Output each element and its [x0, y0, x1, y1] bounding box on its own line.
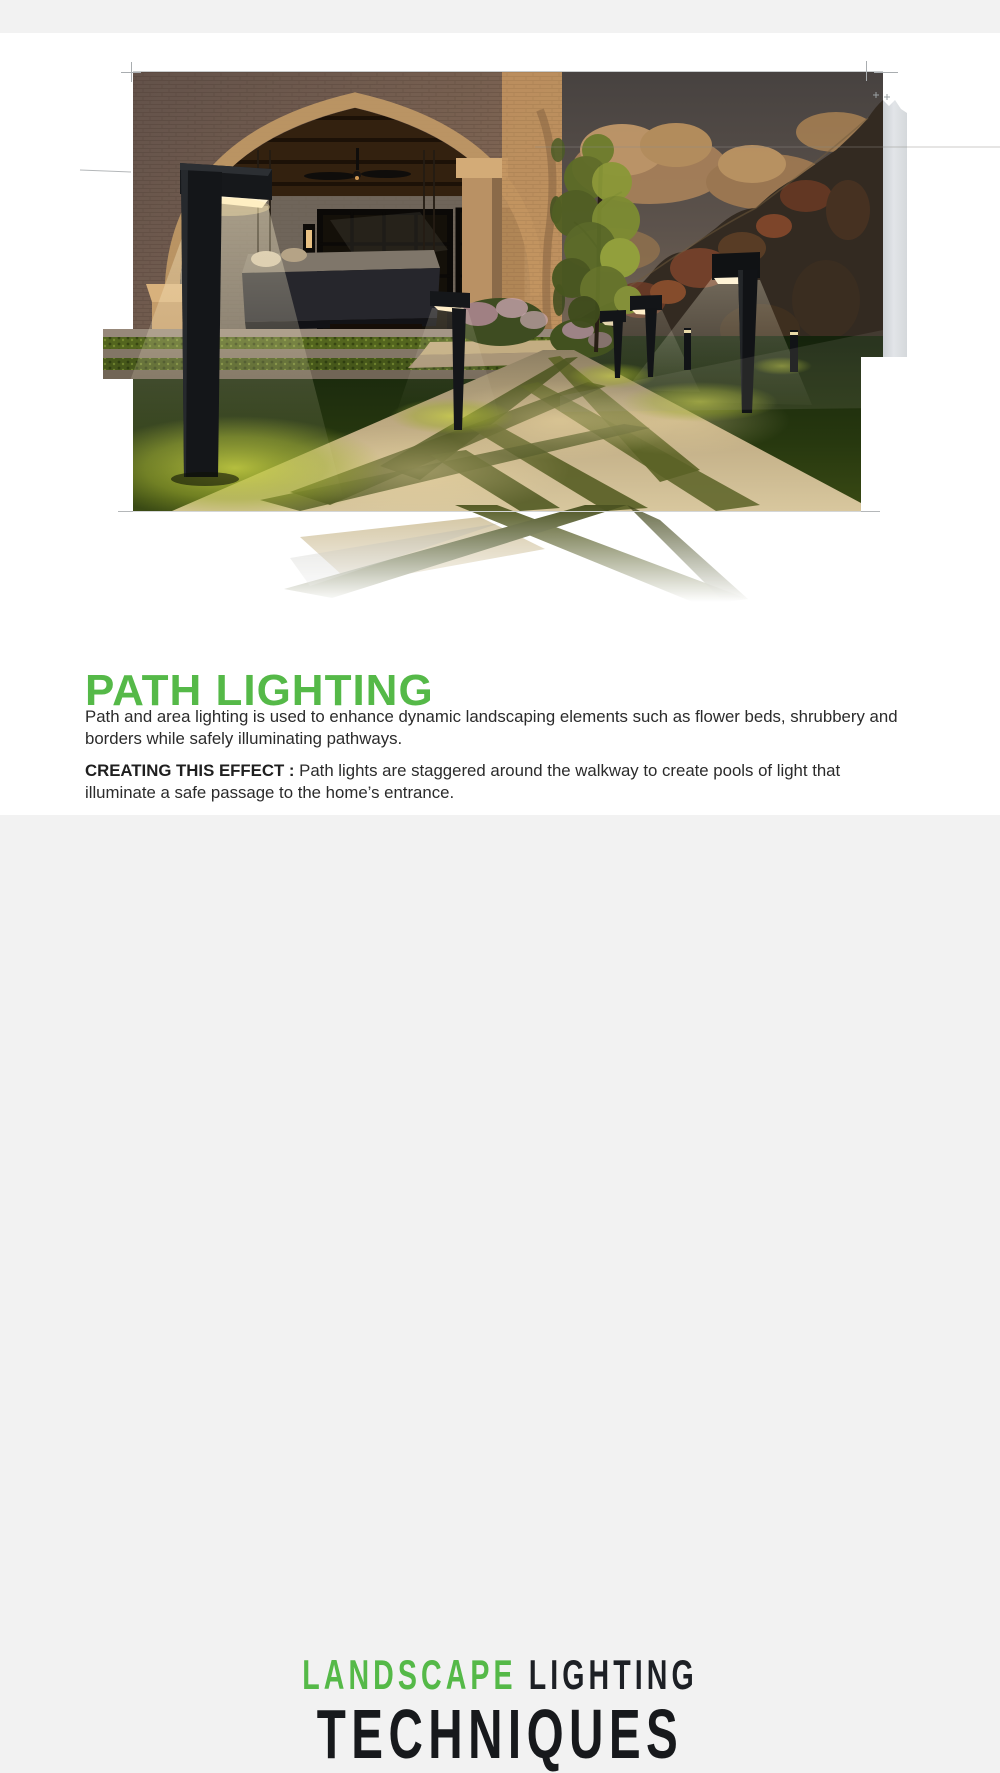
walkway-overflow-x: [284, 505, 748, 605]
footer-word-landscape: LANDSCAPE: [302, 1651, 517, 1698]
section-paragraph-1: Path and area lighting is used to enhance dynamic landscaping elements such as flower beds, shrubbery and borders while safely illuminating pathways.: [85, 706, 898, 749]
section-paragraph-2: [85, 760, 907, 805]
footer-title-line2: TECHNIQUES: [316, 1695, 684, 1773]
footer-word-lighting: LIGHTING: [528, 1651, 698, 1698]
wall-lantern: [303, 224, 315, 254]
section-title: PATH LIGHTING: [85, 666, 434, 716]
paragraph-2-label: CREATING THIS EFFECT :: [85, 760, 295, 780]
hero-image: [0, 0, 1000, 625]
image-slab-edge: [883, 100, 907, 357]
footer-band: [0, 815, 1000, 1773]
footer-title-line1: [160, 1651, 840, 1698]
paragraph-2-text: Path lights are staggered around the walkway to create pools of light that illuminate a safe passage to the home’s entrance.: [85, 760, 841, 803]
rendered-scene: [85, 72, 907, 520]
